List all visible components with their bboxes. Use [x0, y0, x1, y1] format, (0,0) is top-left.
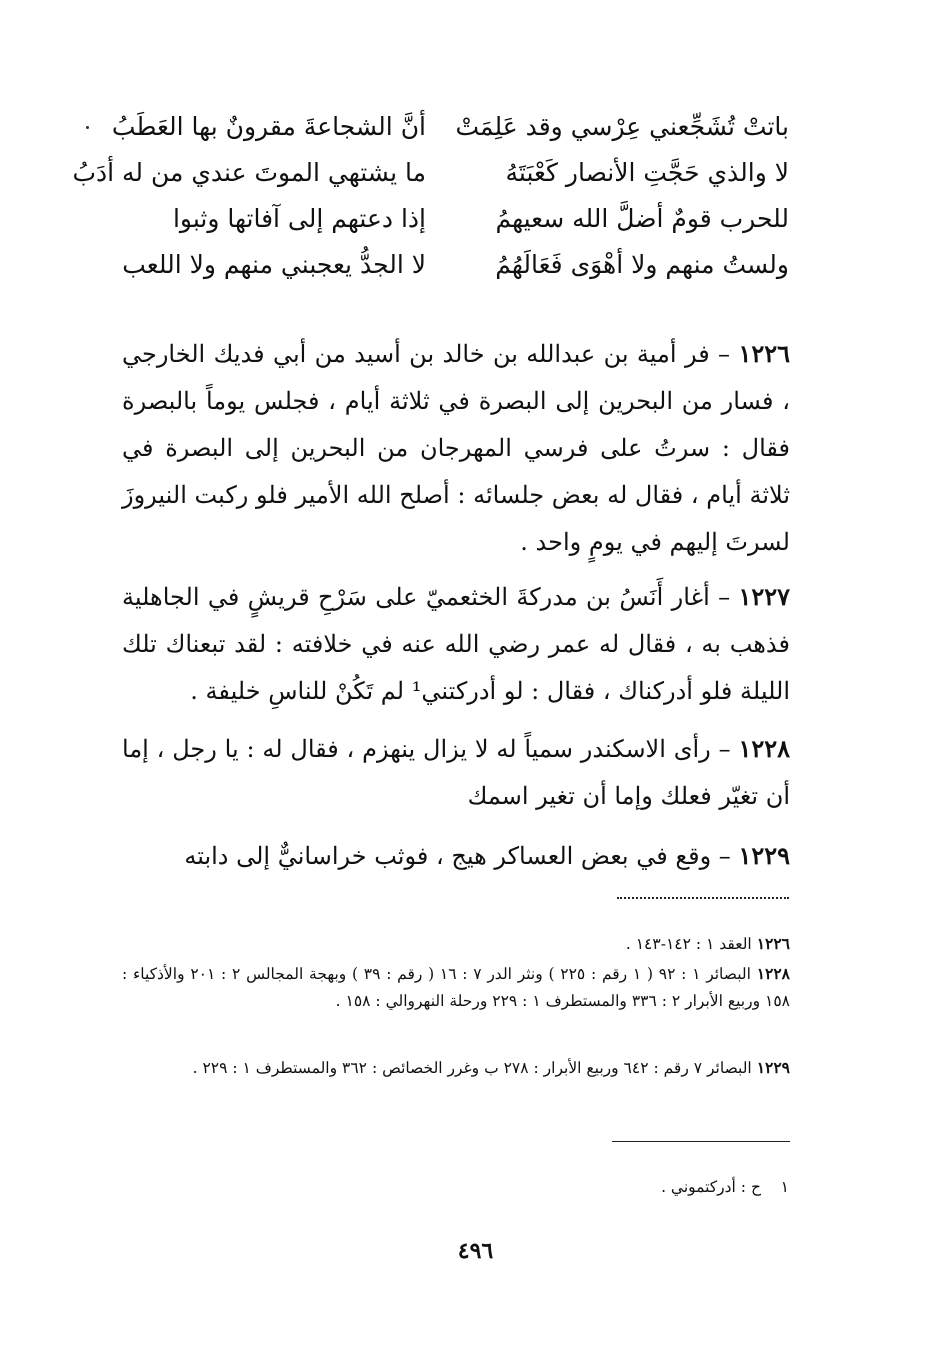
verse-3-left: إذا دعتهم إلى آفاتها وثبوا: [172, 204, 426, 233]
source-1229: [122, 1054, 790, 1082]
verse-3-right: للحرب قومٌ أضلَّ الله سعيهمُ: [495, 204, 789, 233]
page-speck: [86, 126, 89, 129]
entry-text: – أغار أَنَسُ بن مدركةَ الخثعميّ على سَرْحِ قريشٍ في الجاهلية فذهب به ، فقال له عمر رضي الله عنه في خلافته : لقد تبعناك تلك الليلة فلو أدركناك ، فقال : لو أدركتني¹ لم تَكُنْ للناسِ خليفة .: [122, 583, 790, 705]
verse-4-right: ولستُ منهم ولا أهْوَى فَعَالَهُمُ: [495, 250, 789, 279]
entry-1226: [122, 330, 790, 566]
verse-4-left: لا الجدُّ يعجبني منهم ولا اللعب: [122, 250, 426, 279]
entry-text: – فر أمية بن عبدالله بن خالد بن أسيد من أبي فديك الخارجي ، فسار من البحرين إلى البصرة في ثلاثة أيام ، فجلس يوماً بالبصرة فقال : سرتُ على فرسي المهرجان من البحرين إلى البصرة في ثلاثة أيام ، فقال له بعض جلسائه : أصلح الله الأمير فلو ركبت النيروزَ لسرتَ إليهم في يومٍ واحد .: [122, 340, 790, 556]
entry-1228: [122, 725, 790, 820]
entry-1227: [122, 573, 790, 715]
dotted-separator: [617, 897, 789, 899]
footnote-text: ح : أدركتموني .: [661, 1178, 761, 1196]
source-1228: [122, 960, 790, 1015]
footnote-number: ١: [780, 1178, 789, 1196]
verse-2-right: لا والذي حَجَّتِ الأنصار كَعْبَتَهُ: [505, 158, 789, 187]
entry-number: ١٢٢٩: [738, 841, 790, 870]
source-text: العقد ١ : ١٤٢-١٤٣ .: [625, 935, 752, 953]
footnote: [661, 1178, 789, 1196]
verse-1-left: أنَّ الشجاعةَ مقرونٌ بها العَطَبُ: [111, 112, 426, 141]
source-number: ١٢٢٨: [756, 964, 790, 983]
source-number: ١٢٢٦: [756, 934, 790, 953]
footnote-separator: [612, 1141, 790, 1142]
entry-text: – رأى الاسكندر سمياً له لا يزال ينهزم ، فقال له : يا رجل ، إما أن تغيّر فعلك وإما أن تغير اسمك: [122, 735, 790, 810]
verse-1-right: باتتْ تُشَجِّعني عِرْسي وقد عَلِمَتْ: [455, 112, 789, 141]
source-text: البصائر ١ : ٩٢ ( ١ رقم : ٢٢٥ ) ونثر الدر ٧ : ١٦ ( رقم : ٣٩ ) وبهجة المجالس ٢ : ٢٠١ والأذكياء : ١٥٨ وربيع الأبرار ٢ : ٣٣٦ والمستطرف ١ : ٢٢٩ ورحلة النهروالي : ١٥٨ .: [122, 965, 790, 1010]
page-number: ٤٩٦: [457, 1238, 494, 1264]
entry-text: – وقع في بعض العساكر هيج ، فوثب خراسانيٌّ إلى دابته: [184, 842, 731, 870]
entry-number: ١٢٢٧: [738, 582, 790, 611]
verse-2-left: ما يشتهي الموتَ عندي من له أدَبُ: [72, 158, 426, 187]
source-text: البصائر ٧ رقم : ٦٤٢ وربيع الأبرار : ٢٧٨ ب وغرر الخصائص : ٣٦٢ والمستطرف ١ : ٢٢٩ .: [192, 1059, 752, 1077]
entry-number: ١٢٢٦: [738, 339, 790, 368]
entry-1229: [122, 832, 790, 880]
source-number: ١٢٢٩: [756, 1058, 790, 1077]
entry-number: ١٢٢٨: [738, 734, 790, 763]
source-1226: [122, 930, 790, 958]
